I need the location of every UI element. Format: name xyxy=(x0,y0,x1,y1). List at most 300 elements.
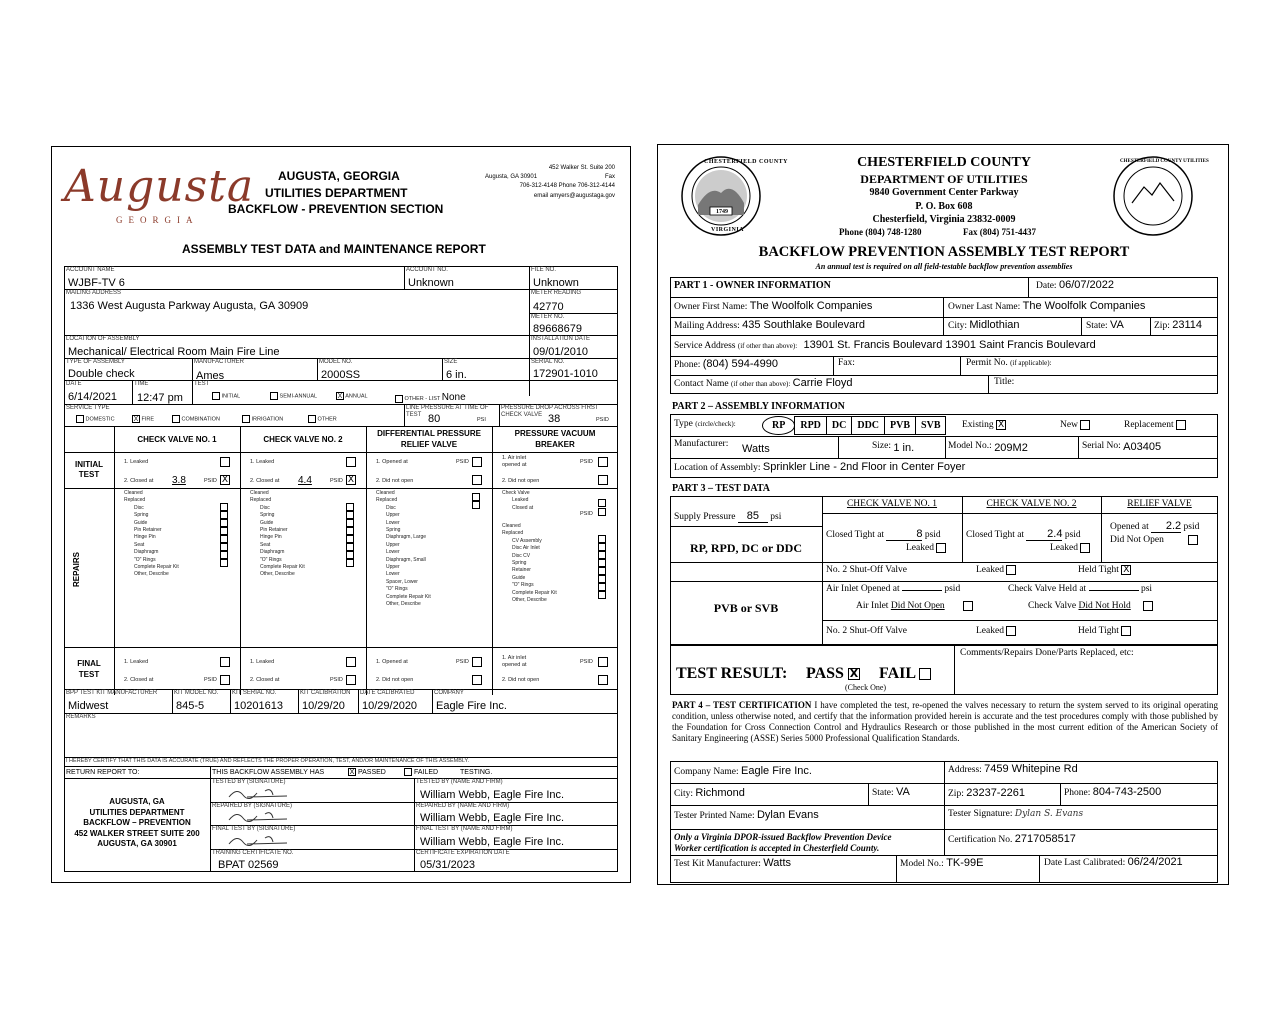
cv2-final-leaked-checkbox[interactable] xyxy=(346,657,356,667)
repair-item: Lower xyxy=(386,549,400,556)
p4-zip: Zip: 23237-2261 xyxy=(948,787,1025,799)
repair-checkbox[interactable] xyxy=(598,575,606,583)
repair-item: Complete Repair Kit xyxy=(386,593,431,600)
header-email: email amyers@augustaga.gov xyxy=(533,193,615,199)
cert-exp: 05/31/2023 xyxy=(420,859,476,871)
repair-checkbox[interactable] xyxy=(598,591,606,599)
file-no: Unknown xyxy=(533,277,579,289)
p4-company: Company Name: Eagle Fire Inc. xyxy=(674,765,812,777)
test-initial[interactable]: INITIAL xyxy=(212,392,240,400)
header-addr-1: 9840 Government Center Parkway xyxy=(869,187,1019,198)
repair-item: Cleaned xyxy=(124,490,143,496)
repair-checkbox[interactable] xyxy=(346,519,354,527)
cv2-psid: PSID xyxy=(330,478,343,484)
tested-signature xyxy=(227,785,297,801)
repair-item: Pin Retainer xyxy=(134,527,162,534)
county-title: CHESTERFIELD COUNTY xyxy=(857,155,1031,170)
part1-title: PART 1 - OWNER INFORMATION xyxy=(674,280,831,291)
rv-psid: PSID xyxy=(456,459,469,465)
p4-address: Address: 7459 Whitepine Rd xyxy=(948,763,1078,775)
pvb-final-psid: PSID xyxy=(580,659,593,665)
new-option[interactable]: New xyxy=(1060,420,1090,430)
replacement-option[interactable]: Replacement xyxy=(1124,420,1186,430)
rv-final-opened-checkbox[interactable] xyxy=(472,657,482,667)
svc-domestic[interactable]: DOMESTIC xyxy=(76,415,115,423)
cv1-closed-tight: Closed Tight at 8 psid xyxy=(826,528,941,540)
dpor-note-1: Only a Virginia DPOR-issued Backflow Prevention Device xyxy=(674,832,892,842)
repair-item: Complete Repair Kit xyxy=(512,589,557,596)
repair-item: Retainer xyxy=(512,567,531,574)
cv2-repairs xyxy=(250,490,305,579)
header-addr-2: P. O. Box 608 xyxy=(915,201,973,212)
repaired-sig-label: REPAIRED BY (SIGNATURE) xyxy=(212,803,293,809)
svc-irrigation[interactable]: IRRIGATION xyxy=(242,415,283,423)
date-label: DATE xyxy=(66,381,82,387)
repair-item: Complete Repair Kit xyxy=(134,564,179,571)
header-addr-3: Chesterfield, Virginia 23832-0009 xyxy=(872,214,1016,225)
training-label: TRAINING CERTIFICATE NO. xyxy=(212,850,294,856)
test-other[interactable]: OTHER - LIST None xyxy=(395,392,466,403)
col-cv1: CHECK VALVE NO. 1 xyxy=(137,435,217,444)
repair-item: Cleaned xyxy=(376,490,395,496)
repair-item: Disc xyxy=(386,504,396,511)
cv2-leaked-checkbox[interactable] xyxy=(346,457,356,467)
header-addr-1: 452 Walker St. Suite 200 xyxy=(548,165,615,171)
test-semi-annual[interactable]: SEMI-ANNUAL xyxy=(270,392,317,400)
tested-sig-label: TESTED BY (SIGNATURE) xyxy=(212,779,286,785)
p4-calib: Date Last Calibrated: 06/24/2021 xyxy=(1044,856,1183,868)
repair-item: Cleaned xyxy=(250,490,269,496)
line-pressure: 80 xyxy=(428,413,441,425)
cv2-final-closed-checkbox[interactable] xyxy=(346,675,356,685)
repair-checkbox[interactable] xyxy=(598,559,606,567)
repair-checkbox[interactable] xyxy=(346,559,354,567)
repair-item: Cleaned xyxy=(502,523,521,529)
owner-last: Owner Last Name: The Woolfolk Companies xyxy=(948,300,1146,312)
cv1-final-leaked: 1. Leaked xyxy=(124,659,149,665)
return-address-line: UTILITIES DEPARTMENT xyxy=(89,807,185,817)
model: 2000SS xyxy=(321,369,361,381)
cv1-closed: 2. Closed at xyxy=(124,478,154,484)
p3-rv-header: RELIEF VALVE xyxy=(1127,499,1192,509)
final-by: William Webb, Eagle Fire Inc. xyxy=(420,836,565,848)
rv-final-psid: PSID xyxy=(456,659,469,665)
part2-title: PART 2 – ASSEMBLY INFORMATION xyxy=(672,401,845,412)
header-fax-label: Fax xyxy=(604,174,615,180)
p4-state: State: VA xyxy=(872,786,910,798)
report-subtitle: An annual test is required on all field-testable backflow prevention assemblies xyxy=(815,262,1073,271)
repair-item: Disc xyxy=(134,504,144,511)
manufacturer-label: MANUFACTURER xyxy=(194,359,245,365)
repair-item: Other, Describe xyxy=(260,571,295,578)
header-fax: Fax (804) 751-4437 xyxy=(963,227,1036,237)
repair-item: Spacer, Lower xyxy=(386,578,418,585)
rv-repairs xyxy=(376,490,431,609)
service-address: Service Address (if other than above): 13901 St. Francis Boulevard 13901 Saint Francis Boulevard xyxy=(674,339,1096,351)
repair-checkbox[interactable] xyxy=(220,543,228,551)
rv-did-not-open[interactable]: Did Not Open xyxy=(1110,535,1198,545)
part4-text: PART 4 – TEST CERTIFICATION I have completed the test, re-opened the valves necessary to return the system served to its original operating condition, unless otherwise noted, and certify that the information provided herein is accurate and the test procedures comply with those published by the Foundation for Cross Connection Control and Hydraulics Research or those published in the most current edition of the American Society of Sanitary Engineering (ASSE) Series 5000 Professional Qualification Standards. xyxy=(672,700,1219,743)
repair-item: Disc xyxy=(260,504,270,511)
repair-checkbox[interactable] xyxy=(220,511,228,519)
repair-checkbox[interactable] xyxy=(346,551,354,559)
utilities-seal-text: CHESTERFIELD COUNTY UTILITIES xyxy=(1120,159,1209,164)
repair-item: Spring xyxy=(260,512,275,519)
testing-label: TESTING. xyxy=(460,769,493,776)
augusta-logo: Augusta xyxy=(64,161,255,212)
passed-option[interactable]: X PASSED xyxy=(349,768,386,776)
seal-top-text: CHESTERFIELD COUNTY xyxy=(704,159,789,165)
repair-item: Guide xyxy=(134,519,148,526)
cv1-leaked[interactable]: Leaked xyxy=(906,543,946,553)
permit-no: Permit No. (if applicable): xyxy=(966,358,1052,368)
repair-checkbox[interactable] xyxy=(220,559,228,567)
p2-mfr: Watts xyxy=(742,443,770,455)
pvb-psid: PSID xyxy=(580,459,593,465)
col-cv2: CHECK VALVE NO. 2 xyxy=(263,435,343,444)
pvb-final-air: 1. Air inlet opened at xyxy=(502,655,527,668)
cv1-final-closed: 2. Closed at xyxy=(124,677,154,683)
comments-label: Comments/Repairs Done/Parts Replaced, etc: xyxy=(960,648,1134,658)
repair-item: Diaphragm xyxy=(134,549,159,556)
fail-option[interactable]: FAIL xyxy=(879,665,931,683)
kit-serial-label: KIT SERIAL NO. xyxy=(232,690,277,696)
shutoff-1-held[interactable]: Held Tight X xyxy=(1078,565,1130,576)
file-no-label: FILE NO. xyxy=(531,267,557,273)
pvb-air-checkbox[interactable] xyxy=(598,457,608,467)
header-addr-2: Augusta, GA 30901 xyxy=(485,174,538,180)
cv1-initial-value: 3.8 xyxy=(172,475,186,486)
p3-cv1-header: CHECK VALVE NO. 1 xyxy=(846,499,938,509)
pvb-rep-psid: PSID xyxy=(580,511,593,517)
repair-item: Pin Retainer xyxy=(260,527,288,534)
cert-exp-label: CERTIFICATE EXPIRATION DATE xyxy=(416,850,510,856)
seal-bottom-text: VIRGINIA xyxy=(711,227,745,233)
repair-item: Closed at xyxy=(512,504,534,511)
existing-option[interactable]: Existing X xyxy=(962,420,1005,431)
p2-size: Size: 1 in. xyxy=(872,441,915,454)
repair-item: Guide xyxy=(512,574,526,581)
p2-model: Model No.: 209M2 xyxy=(948,441,1028,454)
type-option-dc[interactable]: DC xyxy=(826,416,852,435)
air-inlet-opened: Air Inlet Opened at psid xyxy=(826,584,961,594)
shutoff-2-leaked[interactable]: Leaked xyxy=(976,626,1016,636)
assembly-has-label: THIS BACKFLOW ASSEMBLY HAS xyxy=(212,769,325,776)
test-annual[interactable]: X ANNUAL xyxy=(337,393,368,400)
col-pvb-1: PRESSURE VACUUM xyxy=(514,429,596,438)
serial-label: SERIAL NO. xyxy=(531,359,565,365)
owner-city: City: Midlothian xyxy=(948,319,1020,331)
cv2-leaked: 1. Leaked xyxy=(250,459,275,465)
initial-label-1: INITIAL xyxy=(75,460,103,469)
pvb-air-inlet: 1. Air inlet opened at xyxy=(502,455,527,468)
test-result-label: TEST RESULT: xyxy=(676,665,788,682)
repair-item: Spring xyxy=(134,512,149,519)
final-label-1: FINAL xyxy=(77,659,101,668)
repair-item: Replaced xyxy=(124,497,146,504)
account-name: WJBF-TV 6 xyxy=(68,277,125,289)
mailing-label: MAILING ADDRESS xyxy=(66,290,122,296)
repair-checkbox[interactable] xyxy=(220,551,228,559)
repair-item: Diaphragm, Small xyxy=(386,556,426,563)
cv2-initial-value: 4.4 xyxy=(298,475,312,486)
check-one: (Check One) xyxy=(845,683,887,692)
failed-option[interactable]: FAILED xyxy=(404,768,438,776)
date-calibrated: 10/29/2020 xyxy=(362,700,418,712)
repair-checkbox[interactable] xyxy=(220,519,228,527)
p4-city: City: Richmond xyxy=(674,787,745,799)
size: 6 in. xyxy=(446,369,467,381)
return-address-line: BACKFLOW – PREVENTION xyxy=(83,818,191,827)
certify-text: I HEREBY CERTIFY THAT THIS DATA IS ACCURATE (TRUE) AND REFLECTS THE PROPER OPERATION, TEST, AND/OR MAINTENANCE OF THIS ASSEMBLY. xyxy=(66,758,470,764)
repair-item: Seat xyxy=(260,541,271,548)
line-pressure-unit: PSI xyxy=(477,417,486,423)
account-no-label: ACCOUNT NO. xyxy=(406,267,448,273)
account-no: Unknown xyxy=(408,277,454,289)
repair-checkbox[interactable] xyxy=(472,493,480,501)
account-name-label: ACCOUNT NAME xyxy=(66,267,115,273)
final-name-label: FINAL TEST BY (NAME AND FIRM) xyxy=(416,826,513,832)
repair-checkbox[interactable] xyxy=(346,543,354,551)
repair-item: Other, Describe xyxy=(386,601,421,608)
repair-item: Replaced xyxy=(250,497,272,504)
repair-item: Check Valve xyxy=(502,490,530,496)
owner-phone: Phone: (804) 594-4990 xyxy=(674,358,778,370)
cv2-leaked[interactable]: Leaked xyxy=(1050,543,1090,553)
owner-first: Owner First Name: The Woolfolk Companies xyxy=(674,300,873,312)
owner-fax: Fax: xyxy=(838,358,855,368)
col-diff-2: RELIEF VALVE xyxy=(400,440,458,449)
rp-label: RP, RPD, DC or DDC xyxy=(690,541,802,555)
cv1-psid: PSID xyxy=(204,478,217,484)
repair-checkbox[interactable] xyxy=(598,543,606,551)
type-options xyxy=(763,416,946,435)
contact-name: Contact Name (if other than above): Carrie Floyd xyxy=(674,377,853,389)
mailing-address: 1336 West Augusta Parkway Augusta, GA 30909 xyxy=(70,300,309,312)
repair-item: Lower xyxy=(386,519,400,526)
rv-did-not-open: 2. Did not open xyxy=(376,478,414,484)
rv-opened-checkbox[interactable] xyxy=(472,457,482,467)
cv1-final-closed-checkbox[interactable] xyxy=(220,675,230,685)
owner-state: State: VA xyxy=(1086,319,1124,331)
repair-item: Disc CV xyxy=(512,552,531,559)
meter-no: 89668679 xyxy=(533,323,582,335)
repaired-name-label: REPAIRED BY (NAME AND FIRM) xyxy=(416,803,510,809)
air-inlet-did-not-open[interactable]: Air Inlet Did Not Open xyxy=(856,601,973,611)
kit-model-label: KIT MODEL NO. xyxy=(174,690,219,696)
test-time: 12:47 pm xyxy=(137,392,183,404)
part3-title: PART 3 – TEST DATA xyxy=(672,483,771,494)
p2-mfr-label: Manufacturer: xyxy=(674,439,729,449)
col-diff-1: DIFFERENTIAL PRESSURE xyxy=(377,429,481,438)
pressure-drop: 38 xyxy=(548,413,561,425)
repair-checkbox[interactable] xyxy=(220,527,228,535)
report-title: ASSEMBLY TEST DATA and MAINTENANCE REPORT xyxy=(182,242,486,256)
repair-item: Leaked xyxy=(512,497,529,504)
repaired-by: William Webb, Eagle Fire Inc. xyxy=(420,812,565,824)
repair-checkbox[interactable] xyxy=(220,535,228,543)
repair-checkbox[interactable] xyxy=(598,551,606,559)
type-option-ddc[interactable]: DDC xyxy=(851,416,885,435)
size-label: SIZE xyxy=(444,359,458,365)
cv1-closed-checkbox[interactable]: X xyxy=(221,475,229,485)
pvb-did-not-open-checkbox[interactable] xyxy=(598,475,608,485)
repair-item: Upper xyxy=(386,512,400,519)
install-date: 09/01/2010 xyxy=(533,346,589,358)
type-option-svb[interactable]: SVB xyxy=(915,416,946,435)
company-label: COMPANY xyxy=(434,690,464,696)
repair-item: Spring xyxy=(386,527,401,534)
pressure-drop-label: PRESSURE DROP ACROSS FIRST CHECK VALVE xyxy=(501,405,599,418)
seal-year: 1749 xyxy=(716,209,728,215)
repair-checkbox[interactable] xyxy=(598,499,606,507)
repair-item: "O" Rings xyxy=(512,582,534,589)
return-address-line: AUGUSTA, GA 30901 xyxy=(97,839,177,848)
dept-title: DEPARTMENT OF UTILITIES xyxy=(860,172,1028,186)
cv1-final-leaked-checkbox[interactable] xyxy=(220,657,230,667)
chesterfield-test-report xyxy=(657,144,1229,885)
repair-checkbox[interactable] xyxy=(346,527,354,535)
remarks-label: REMARKS xyxy=(66,714,96,720)
shutoff-2: No. 2 Shut-Off Valve xyxy=(826,626,907,636)
p4-tester: Tester Printed Name: Dylan Evans xyxy=(674,809,819,821)
test-date: 6/14/2021 xyxy=(68,391,117,403)
p2-location: Location of Assembly: Sprinkler Line - 2nd Floor in Center Foyer xyxy=(674,461,966,473)
shutoff-1-leaked[interactable]: Leaked xyxy=(976,565,1016,575)
return-address-line: AUGUSTA, GA xyxy=(109,797,165,806)
header-title-3: BACKFLOW - PREVENTION SECTION xyxy=(228,202,444,216)
repair-checkbox[interactable] xyxy=(598,508,606,516)
p4-cert: Certification No. 2717058517 xyxy=(948,833,1076,845)
cv2-closed-tight: Closed Tight at 2.4 psid xyxy=(966,528,1081,540)
repair-item: Seat xyxy=(134,541,145,548)
repair-item: Other, Describe xyxy=(512,597,547,604)
pass-option[interactable]: PASS X xyxy=(806,665,859,682)
repair-checkbox[interactable] xyxy=(598,535,606,543)
pvb-final-dno-checkbox[interactable] xyxy=(598,675,608,685)
repaired-signature xyxy=(227,808,297,824)
repair-item: "O" Rings xyxy=(134,556,156,563)
repair-item: Hinge Pin xyxy=(134,534,156,541)
type-label: Type (circle/check): xyxy=(674,419,736,429)
p2-serial: Serial No: A03405 xyxy=(1082,441,1162,453)
shutoff-1: No. 2 Shut-Off Valve xyxy=(826,565,907,575)
rv-opened-at: Opened at 2.2 psid xyxy=(1110,520,1200,532)
repair-checkbox[interactable] xyxy=(220,503,228,511)
pvb-did-not-open: 2. Did not open xyxy=(502,478,540,484)
p4-signature: Tester Signature: Dylan S. Evans xyxy=(948,809,1084,819)
rv-opened: 1. Opened at xyxy=(376,459,408,465)
contact-title: Title: xyxy=(994,377,1015,387)
repair-checkbox[interactable] xyxy=(598,583,606,591)
kit-serial: 10201613 xyxy=(234,700,283,712)
rv-final-dno-checkbox[interactable] xyxy=(472,675,482,685)
line-pressure-label: LINE PRESSURE AT TIME OF TEST xyxy=(406,405,489,418)
time-label: TIME xyxy=(134,381,149,387)
install-date-label: INSTALLATION DATE xyxy=(531,336,591,342)
type-label: TYPE OF ASSEMBLY xyxy=(66,359,125,365)
shutoff-2-held[interactable]: Held Tight xyxy=(1078,626,1131,636)
repair-item: Other, Describe xyxy=(134,571,169,578)
repair-item: "O" Rings xyxy=(260,556,282,563)
kit-mfr: Midwest xyxy=(68,700,109,712)
test-label: TEST xyxy=(194,381,210,387)
repair-checkbox[interactable] xyxy=(472,501,480,509)
assembly-type: Double check xyxy=(68,368,135,380)
type-option-pvb[interactable]: PVB xyxy=(884,416,916,435)
meter-reading-label: METER READING xyxy=(531,290,582,296)
kit-mfr-label: BPP TEST KIT MANUFACTURER xyxy=(66,690,158,696)
cv2-final-closed: 2. Closed at xyxy=(250,677,280,683)
rv-did-not-open-checkbox[interactable] xyxy=(472,475,482,485)
repair-item: Guide xyxy=(260,519,274,526)
service-type-label: SERVICE TYPE xyxy=(66,405,110,411)
kit-calib-label: KIT CALIBRATION xyxy=(300,690,351,696)
rv-final-did-not-open: 2. Did not open xyxy=(376,677,414,683)
augusta-test-report xyxy=(51,146,631,883)
svc-combination[interactable]: COMBINATION xyxy=(172,415,220,423)
pressure-drop-unit: PSID xyxy=(596,417,609,423)
training-cert: BPAT 02569 xyxy=(218,859,279,871)
cv1-repairs xyxy=(124,490,179,579)
type-option-rp[interactable]: RP xyxy=(762,416,795,435)
repair-item: Lower xyxy=(386,571,400,578)
cv2-closed-checkbox[interactable]: X xyxy=(347,475,355,485)
check-valve-did-not-hold[interactable]: Check Valve Did Not Hold xyxy=(1028,601,1153,611)
tested-name-label: TESTED BY (NAME AND FIRM) xyxy=(416,779,503,785)
repair-item: Diaphragm xyxy=(260,549,285,556)
location-label: LOCATION OF ASSEMBLY xyxy=(66,336,140,342)
report-title: BACKFLOW PREVENTION ASSEMBLY TEST REPORT xyxy=(758,244,1130,260)
model-label: MODEL NO. xyxy=(319,359,353,365)
svc-other[interactable]: OTHER xyxy=(308,415,337,423)
svc-fire[interactable]: X FIRE xyxy=(133,416,155,423)
cv2-closed: 2. Closed at xyxy=(250,478,280,484)
repair-checkbox[interactable] xyxy=(346,535,354,543)
cv1-leaked-checkbox[interactable] xyxy=(220,457,230,467)
manufacturer: Ames xyxy=(196,370,225,382)
serial: 172901-1010 xyxy=(533,368,598,380)
pvb-label: PVB or SVB xyxy=(713,601,779,615)
repair-checkbox[interactable] xyxy=(346,511,354,519)
kit-calib: 10/29/20 xyxy=(302,700,345,712)
meter-no-label: METER NO. xyxy=(531,314,565,320)
repair-checkbox[interactable] xyxy=(598,567,606,575)
repair-item: Hinge Pin xyxy=(260,534,282,541)
final-sig-label: FINAL TEST BY (SIGNATURE) xyxy=(212,826,296,832)
cv2-final-leaked: 1. Leaked xyxy=(250,659,275,665)
company: Eagle Fire Inc. xyxy=(436,700,507,712)
p4-phone: Phone: 804-743-2500 xyxy=(1064,786,1162,798)
repair-item: Complete Repair Kit xyxy=(260,564,305,571)
cv1-final-psid: PSID xyxy=(204,677,217,683)
type-option-rpd[interactable]: RPD xyxy=(794,416,827,435)
return-label: RETURN REPORT TO: xyxy=(66,769,140,776)
repair-item: Spring xyxy=(512,560,527,567)
repair-item: Diaphragm, Large xyxy=(386,534,427,541)
location: Mechanical/ Electrical Room Main Fire Line xyxy=(68,346,280,358)
p1-date-label: Date: 06/07/2022 xyxy=(1036,279,1115,291)
cv1-leaked: 1. Leaked xyxy=(124,459,149,465)
cv2-final-psid: PSID xyxy=(330,677,343,683)
date-calibrated-label: DATE CALIBRATED xyxy=(360,690,415,696)
pvb-final-air-checkbox[interactable] xyxy=(598,657,608,667)
repair-item: Replaced xyxy=(376,497,398,504)
repair-checkbox[interactable] xyxy=(346,503,354,511)
repair-item: "O" Rings xyxy=(386,586,408,593)
p4-kit: Test Kit Manufacturer: Watts xyxy=(674,857,792,869)
header-phone: 706-312-4148 Phone 706-312-4144 xyxy=(519,183,615,189)
